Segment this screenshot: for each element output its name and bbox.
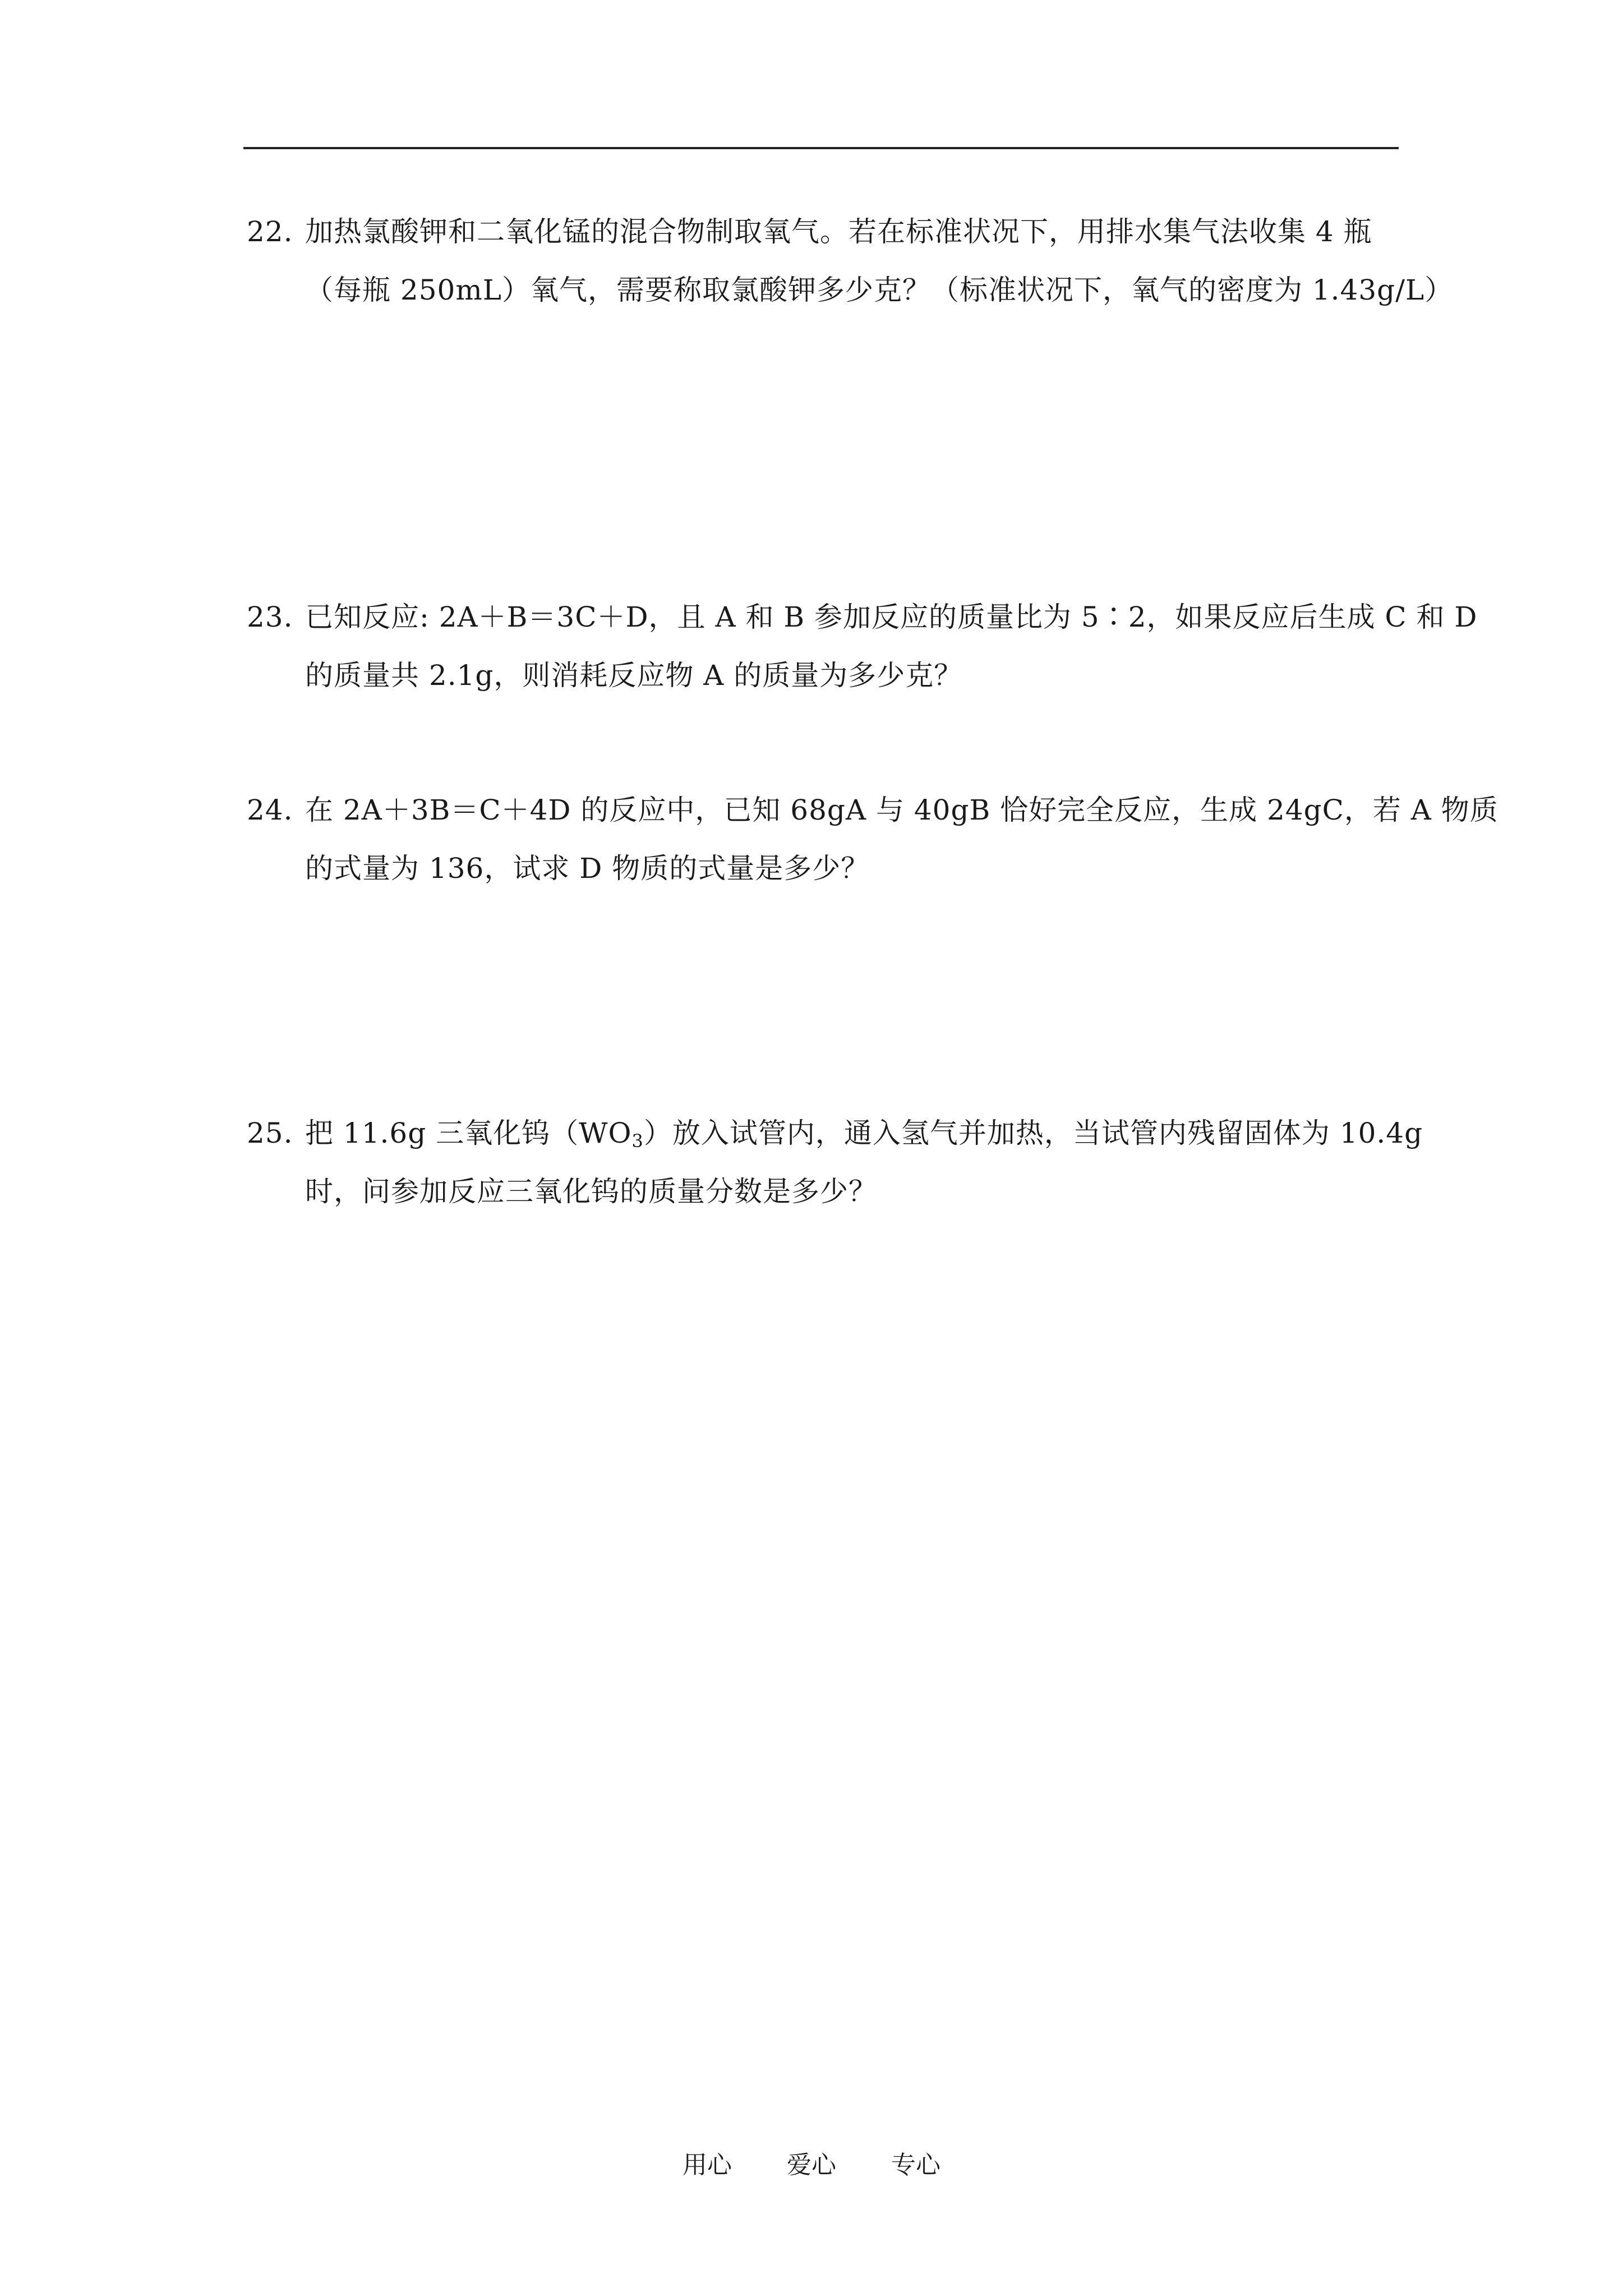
question-text: ）放入试管内，通入氢气并加热，当试管内残留固体为 10.4g — [643, 1117, 1423, 1149]
question-text: 在 2A＋3B＝C＋4D 的反应中，已知 68gA 与 40gB 恰好完全反应，生成 24gC，若 A 物质 — [305, 794, 1498, 826]
question-number: 24. — [247, 794, 293, 826]
question-text: 把 11.6g 三氧化钨（WO — [305, 1117, 632, 1149]
question-number: 23. — [247, 601, 293, 633]
question-text: 时，问参加反应三氧化钨的质量分数是多少？ — [305, 1175, 877, 1208]
question-line — [247, 849, 1408, 888]
header-rule — [243, 147, 1399, 149]
question-number: 22. — [247, 215, 293, 248]
footer-word: 专心 — [891, 2151, 940, 2179]
question-text: 的式量为 136，试求 D 物质的式量是多少？ — [305, 852, 870, 885]
question-25 — [247, 1114, 1423, 1211]
page-footer — [0, 2148, 1623, 2182]
question-line — [247, 656, 1408, 695]
footer-word: 爱心 — [787, 2151, 836, 2179]
question-line — [247, 1114, 1423, 1153]
question-line — [247, 597, 1478, 637]
question-22 — [247, 212, 1454, 310]
footer-word: 用心 — [683, 2151, 732, 2179]
question-text: 的质量共 2.1g，则消耗反应物 A 的质量为多少克？ — [305, 659, 963, 692]
question-line — [247, 790, 1498, 830]
question-text: 加热氯酸钾和二氧化锰的混合物制取氧气。若在标准状况下，用排水集气法收集 4 瓶 — [305, 215, 1372, 248]
question-line — [247, 1172, 1408, 1211]
subscript-text: 3 — [631, 1130, 644, 1152]
question-text: （每瓶 250mL）氧气，需要称取氯酸钾多少克？（标准状况下，氧气的密度为 1.43g/L） — [305, 274, 1454, 306]
question-number: 25. — [247, 1117, 293, 1149]
question-24 — [247, 790, 1498, 888]
question-text: 已知反应: 2A＋B＝3C＋D，且 A 和 B 参加反应的质量比为 5∶2，如果反应后生成 C 和 D — [305, 601, 1478, 633]
question-23 — [247, 597, 1478, 695]
question-line — [247, 270, 1454, 310]
question-line — [247, 212, 1408, 251]
